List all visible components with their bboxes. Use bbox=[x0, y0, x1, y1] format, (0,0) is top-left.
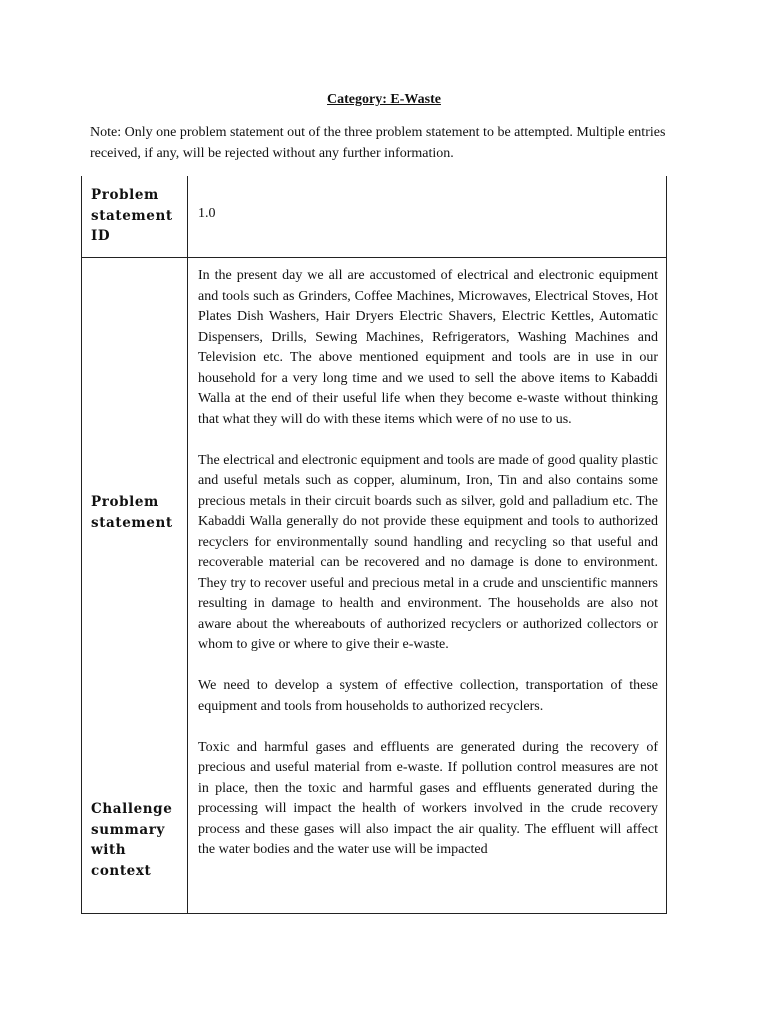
problem-statement-body bbox=[198, 266, 658, 881]
paragraph-materials: The electrical and electronic equipment and tools are made of good quality plastic and useful metals such as copper, aluminum, Iron, Tin and also contains some precious metals in their circuit boards such as silver, gold and palladium etc. The Kabaddi Walla generally do not provide these equipment and tools to authorized recyclers for environmentally sound handling and recycling so that useful and recoverable material can be recovered and no damage is done to environment. They try to recover useful and precious metal in a crude and unscientific manners resulting in damage to health and environment. The households are also not aware about the whereabouts of authorized recyclers or authorized collectors or whom to give or where to give their e-waste. bbox=[198, 452, 658, 652]
paragraph-challenge: Toxic and harmful gases and effluents are generated during the recovery of precious and useful material from e-waste. If pollution control measures are not in place, then the toxic and harmful gases and effluents generated during the processing will impact the health of workers involved in the crude recovery process and these gases will also impact the air quality. The effluent will affect the water bodies and the water use will be impacted bbox=[198, 739, 658, 857]
problem-table bbox=[81, 176, 667, 914]
challenge-summary-label: Challenge summary with context bbox=[91, 801, 173, 879]
problem-statement-label: Problem statement bbox=[91, 494, 173, 531]
page-title: Category: E-Waste bbox=[327, 92, 441, 107]
problem-statement-id-label: Problem statement ID bbox=[91, 187, 173, 244]
column-divider bbox=[187, 176, 188, 913]
row-divider bbox=[82, 257, 666, 258]
submission-note: Note: Only one problem statement out of the three problem statement to be attempted. Multiple entries received, if any, will be rejected without any further information. bbox=[90, 125, 666, 161]
paragraph-need: We need to develop a system of effective collection, transportation of these equipment and tools from households to authorized recyclers. bbox=[198, 678, 658, 714]
paragraph-equipment: In the present day we all are accustomed of electrical and electronic equipment and tools such as Grinders, Coffee Machines, Microwaves, Electrical Stoves, Hot Plates Dish Washers, Hair Dryers Electric Shavers, Electric Kettles, Automatic Dispensers, Drills, Sewing Machines, Refrigerators, Washing Machines and Television etc. The above mentioned equipment and tools are in use in our household for a very long time and we used to sell the above items to Kabaddi Walla at the end of their useful life when they become e-waste without thinking that what they will do with these items which were of no use to us. bbox=[198, 268, 658, 427]
problem-statement-id-value: 1.0 bbox=[198, 206, 216, 221]
